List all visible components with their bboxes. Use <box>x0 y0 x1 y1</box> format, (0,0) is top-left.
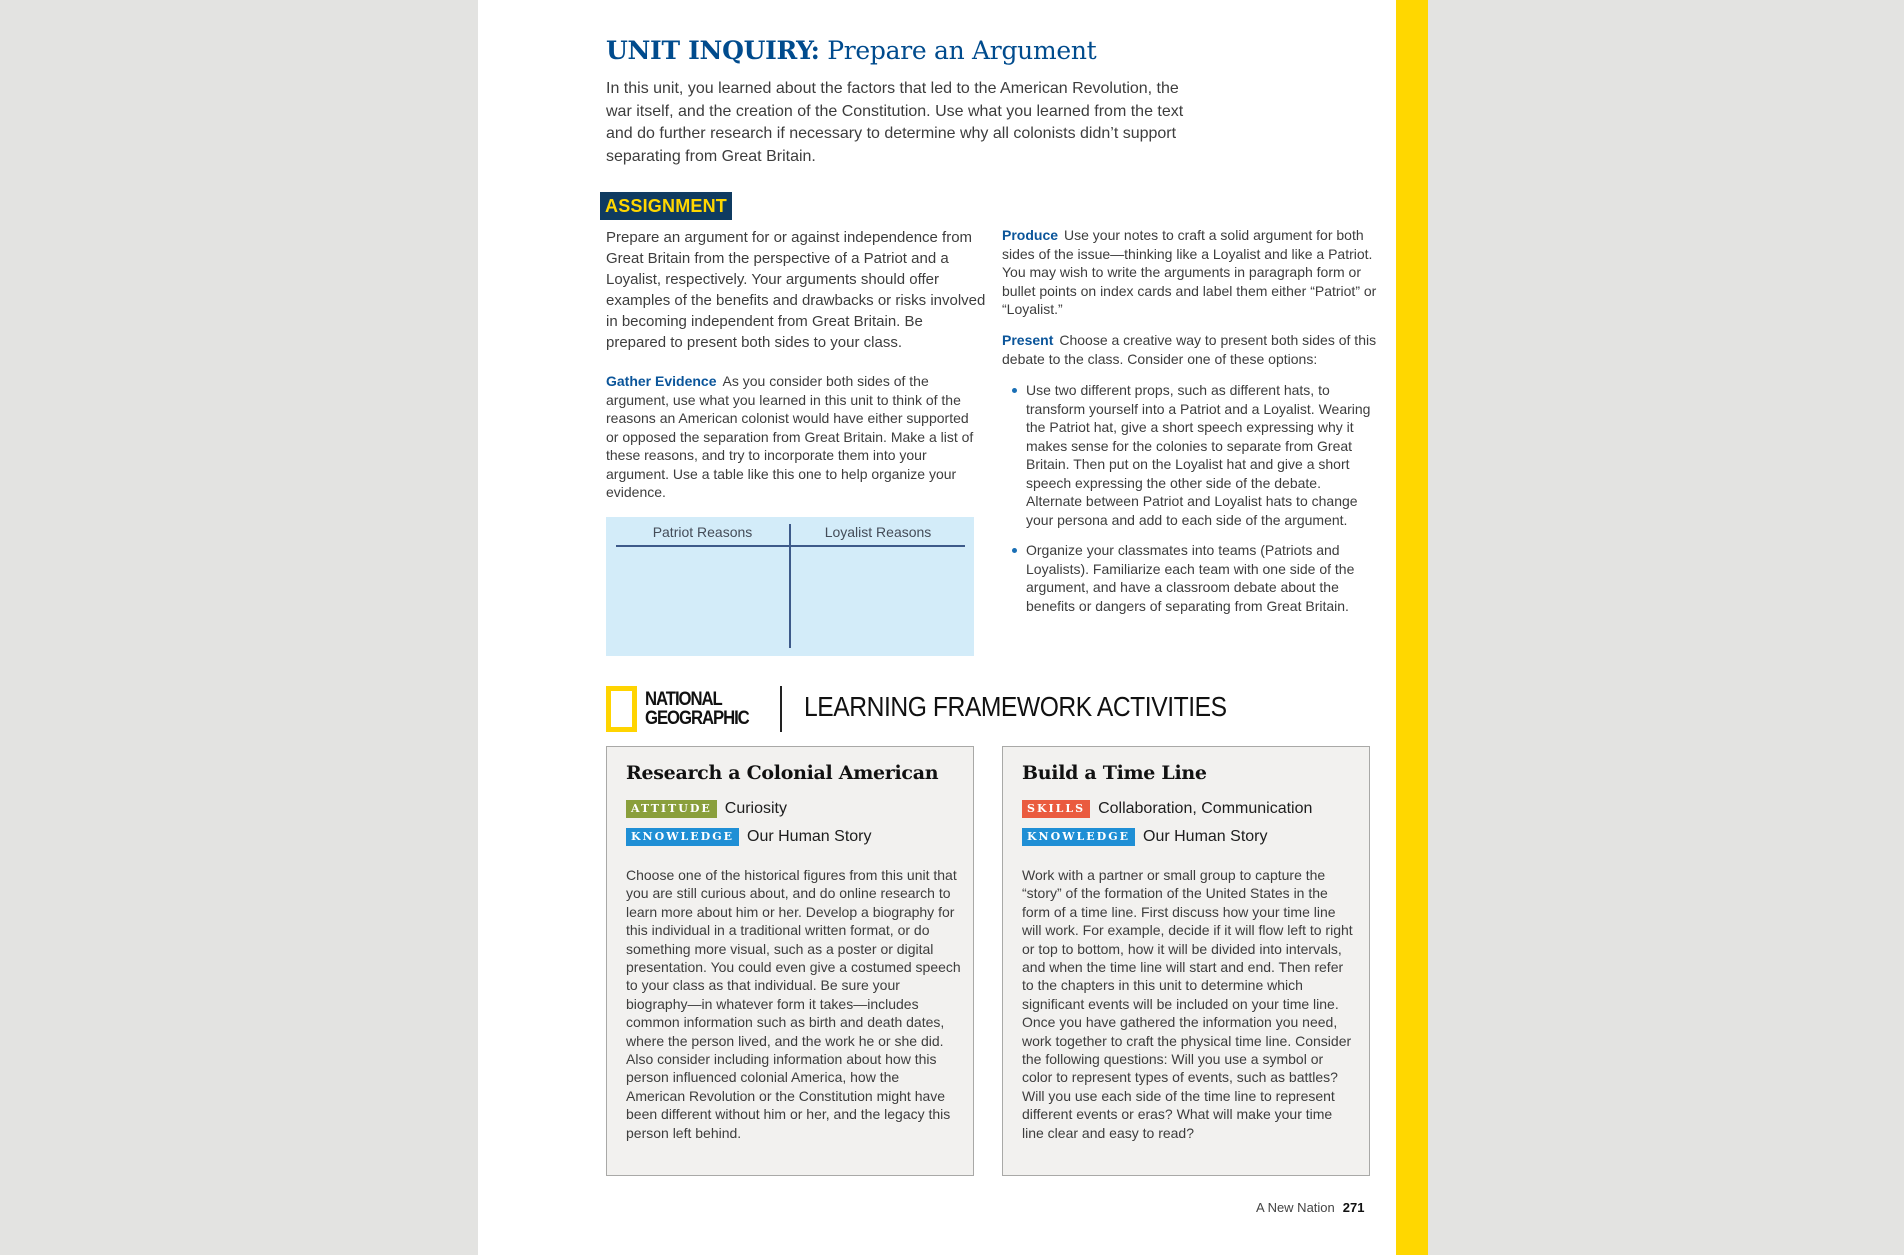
tag-value: Our Human Story <box>1143 828 1268 845</box>
present-options-list <box>1002 381 1377 627</box>
yellow-border-icon <box>606 686 637 732</box>
assignment-label: ASSIGNMENT <box>600 192 732 220</box>
option-text: Use two different props, such as different hats, to transform yourself into a Patriot and a Loyalist. Wearing the Patriot hat, give a short speech expressing why it makes sense for the colonies to separate from Great Britain. Then put on the Loyalist hat and give a short speech expressing the other side of the debate. Alternate between Patriot and Loyalist hats to change your persona and add to each side of the argument. <box>1026 382 1371 528</box>
tag-value: Collaboration, Communication <box>1098 800 1313 817</box>
intro-paragraph: In this unit, you learned about the factors that led to the American Revolution, the war itself, and the creation of the Constitution. Use what you learned from the text and do further research if necessary to determine why all colonists didn’t support separating from Great Britain. <box>606 80 1184 165</box>
skills-tag: SKILLS <box>1022 800 1090 818</box>
logo-line-1: NATIONAL <box>645 689 722 710</box>
produce-lead: Produce <box>1002 227 1059 243</box>
table-column-divider <box>789 524 791 648</box>
activity-card-research <box>606 746 974 1176</box>
tag-row <box>1022 800 1312 818</box>
tag-row <box>1022 828 1267 846</box>
tag-value: Curiosity <box>724 800 787 817</box>
option-text: Organize your classmates into teams (Patriots and Loyalists). Familiarize each team with one side of the argument, and have a classroom debate about the benefits or dangers of separating from Great Britain. <box>1026 542 1355 614</box>
present-lead: Present <box>1002 332 1054 348</box>
t-chart-table <box>606 517 974 656</box>
produce-text: Use your notes to craft a solid argument for both sides of the issue—thinking like a Loyalist and like a Patriot. You may wish to write the arguments in paragraph form or bullet points on index cards and label them either “Patriot” or “Loyalist.” <box>1002 227 1377 317</box>
list-item <box>1002 381 1377 529</box>
footer-section-title: A New Nation <box>1256 1200 1335 1215</box>
tag-row <box>626 828 871 846</box>
framework-heading: LEARNING FRAMEWORK ACTIVITIES <box>804 691 1227 722</box>
table-header-loyalist: Loyalist Reasons <box>824 524 932 540</box>
logo-divider <box>780 686 782 732</box>
tag-row <box>626 800 787 818</box>
produce-paragraph <box>1002 226 1377 319</box>
page-footer <box>1256 1200 1364 1215</box>
page-number: 271 <box>1342 1200 1365 1215</box>
bullet-icon <box>1012 388 1017 393</box>
logo-line-2: GEOGRAPHIC <box>645 708 749 729</box>
activity-card-time-line <box>1002 746 1370 1176</box>
table-header-patriot: Patriot Reasons <box>652 524 753 540</box>
knowledge-tag: KNOWLEDGE <box>1022 828 1135 846</box>
assignment-body: Prepare an argument for or against independence from Great Britain from the perspective of a Patriot and a Loyalist, respectively. Your arguments should offer examples of the benefits and drawbacks or risks involved in becoming independent from Great Britain. Be prepared to present both sides to your class. <box>606 229 986 351</box>
tag-value: Our Human Story <box>747 828 872 845</box>
page-edge-yellow-bar <box>1396 0 1428 1255</box>
present-paragraph <box>1002 331 1377 368</box>
present-text: Choose a creative way to present both sides of this debate to the class. Consider one of these options: <box>1002 332 1377 367</box>
attitude-tag: ATTITUDE <box>626 800 717 818</box>
title-prefix: UNIT INQUIRY: <box>606 36 820 65</box>
gather-evidence-lead: Gather Evidence <box>606 373 717 389</box>
list-item <box>1002 541 1377 615</box>
card-body: Work with a partner or small group to capture the “story” of the formation of the United States in the form of a time line. First discuss how your time line will work. For example, decide if it will flow left to right or top to bottom, how it will be divided into intervals, and when the time line will start and end. Then refer to the chapters in this unit to determine which significant events will be included on your time line. Once you have gathered the information you need, work together to craft the physical time line. Consider the following questions: Will you use a symbol or color to represent types of events, such as battles? Will you use each side of the time line to represent different events or eras? What will make your time line clear and easy to read? <box>1022 867 1353 1141</box>
gather-evidence-paragraph <box>606 372 976 502</box>
page-title <box>606 36 1096 65</box>
national-geographic-logo <box>606 686 763 732</box>
knowledge-tag: KNOWLEDGE <box>626 828 739 846</box>
gather-evidence-text: As you consider both sides of the argument, use what you learned in this unit to think of the reasons an American colonist would have either supported or opposed the separation from Great Britain. Make a list of these reasons, and try to incorporate them into your argument. Use a table like this one to help organize your evidence. <box>606 373 974 500</box>
title-text: Prepare an Argument <box>827 36 1097 65</box>
card-body: Choose one of the historical figures from this unit that you are still curious about, and do online research to learn more about him or her. Develop a biography for this individual in a traditional written format, or do something more visual, such as a poster or digital presentation. You could even give a costumed speech to your class as that individual. Be sure your biography—in whatever form it takes—includes common information such as birth and death dates, where the person lived, and the work he or she did. Also consider including information about how this person influenced colonial America, how the American Revolution or the Constitution might have been different without him or her, and the legacy this person left behind. <box>626 867 961 1141</box>
card-title: Build a Time Line <box>1022 762 1207 784</box>
bullet-icon <box>1012 548 1017 553</box>
card-title: Research a Colonial American <box>626 762 939 784</box>
logo-wordmark <box>645 690 749 728</box>
